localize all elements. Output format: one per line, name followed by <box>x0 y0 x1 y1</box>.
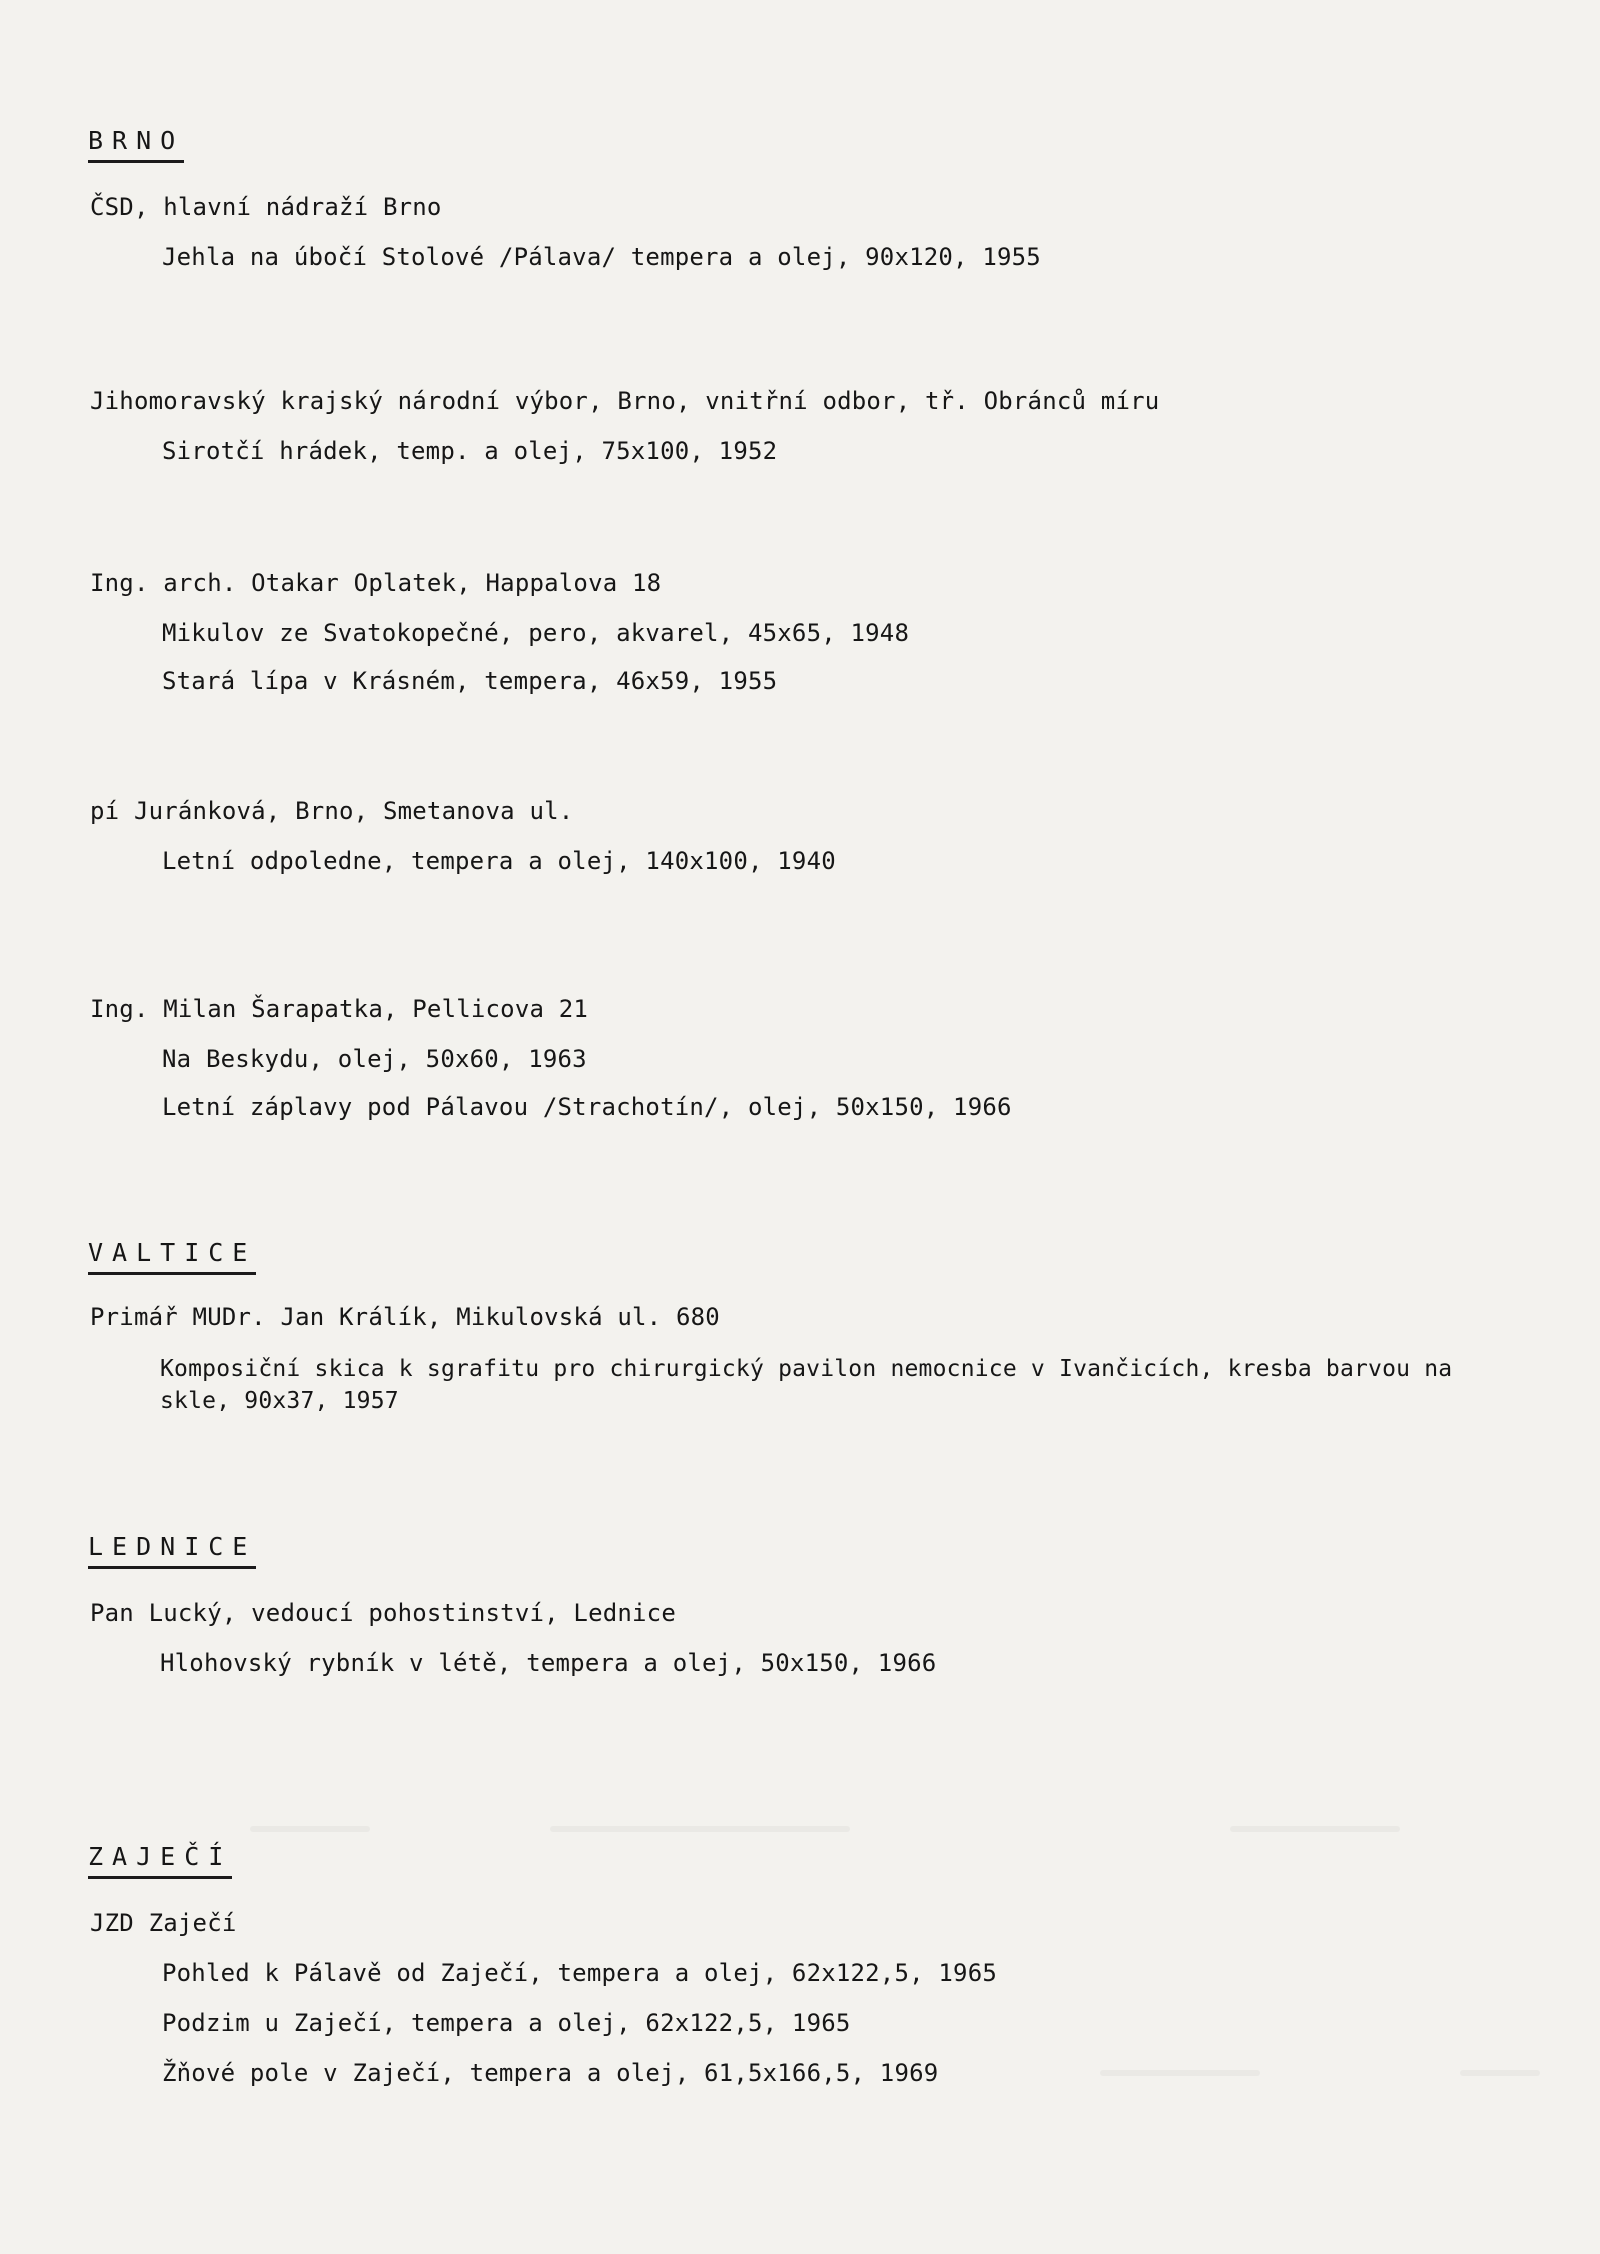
artwork-line: Letní odpoledne, tempera a olej, 140x100, 1940 <box>162 847 836 875</box>
owner-line: Jihomoravský krajský národní výbor, Brno, vnitřní odbor, tř. Obránců míru <box>90 387 1160 415</box>
section-heading-valtice: VALTICE <box>88 1236 256 1275</box>
artwork-line: Sirotčí hrádek, temp. a olej, 75x100, 1952 <box>162 437 778 465</box>
section-heading-brno: BRNO <box>88 124 184 163</box>
artwork-line: Pohled k Pálavě od Zaječí, tempera a olej, 62x122,5, 1965 <box>162 1959 998 1987</box>
owner-line: Pan Lucký, vedoucí pohostinství, Lednice <box>90 1599 676 1627</box>
artwork-line: Mikulov ze Svatokopečné, pero, akvarel, 45x65, 1948 <box>162 619 910 647</box>
owner-line: ČSD, hlavní nádraží Brno <box>90 193 442 221</box>
owner-line: Primář MUDr. Jan Králík, Mikulovská ul. 680 <box>90 1303 720 1331</box>
paper-mark <box>1230 1826 1400 1832</box>
owner-line: Ing. arch. Otakar Oplatek, Happalova 18 <box>90 569 662 597</box>
owner-line: Ing. Milan Šarapatka, Pellicova 21 <box>90 995 589 1023</box>
artwork-line: Na Beskydu, olej, 50x60, 1963 <box>162 1045 587 1073</box>
artwork-line: Podzim u Zaječí, tempera a olej, 62x122,5, 1965 <box>162 2009 851 2037</box>
artwork-line: skle, 90x37, 1957 <box>160 1388 399 1414</box>
section-heading-zajeci: ZAJEČÍ <box>88 1840 232 1879</box>
artwork-line: Jehla na úbočí Stolové /Pálava/ tempera a olej, 90x120, 1955 <box>162 243 1041 271</box>
paper-mark <box>550 1826 850 1832</box>
artwork-line: Komposiční skica k sgrafitu pro chirurgický pavilon nemocnice v Ivančicích, kresba barvou na <box>160 1356 1453 1382</box>
artwork-line: Hlohovský rybník v létě, tempera a olej, 50x150, 1966 <box>160 1649 937 1677</box>
owner-line: pí Juránková, Brno, Smetanova ul. <box>90 797 574 825</box>
artwork-line: Žňové pole v Zaječí, tempera a olej, 61,5x166,5, 1969 <box>162 2059 939 2087</box>
paper-mark <box>1460 2070 1540 2076</box>
artwork-line: Stará lípa v Krásném, tempera, 46x59, 1955 <box>162 667 778 695</box>
paper-mark <box>1100 2070 1260 2076</box>
owner-line: JZD Zaječí <box>90 1909 237 1937</box>
artwork-line: Letní záplavy pod Pálavou /Strachotín/, olej, 50x150, 1966 <box>162 1093 1012 1121</box>
section-heading-lednice: LEDNICE <box>88 1530 256 1569</box>
paper-mark <box>250 1826 370 1832</box>
